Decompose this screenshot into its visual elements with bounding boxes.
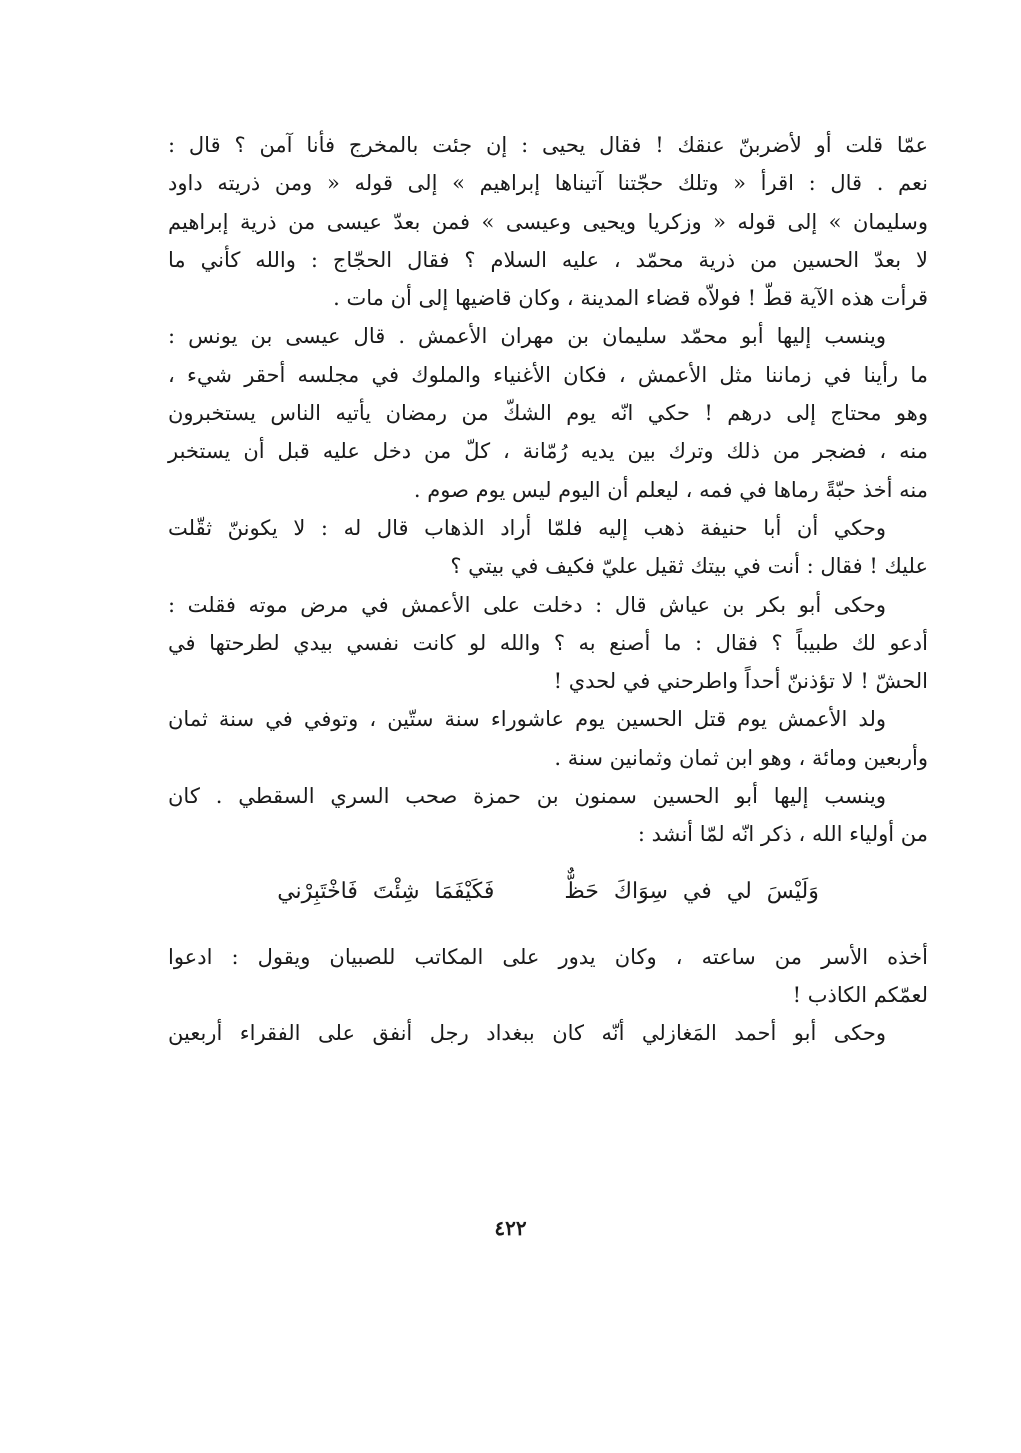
text-line: قرأت هذه الآية قطّ ! فولاّه قضاء المدينة ، وكان قاضيها إلى أن مات . [333, 286, 928, 311]
text-line: الحشّ ! لا تؤذننّ أحداً واطرحني في لحدي ! [553, 669, 928, 694]
text-line: وينسب إليها أبو الحسين سمنون بن حمزة صحب السري السقطي . كان [168, 784, 886, 809]
verse-first-hemistich: وَلَيْسَ لي في سِوَاكَ حَظٌّ [564, 878, 819, 904]
text-line: وحكي أن أبا حنيفة ذهب إليه فلمّا أراد الذهاب قال له : لا يكوننّ ثقّلت [168, 515, 886, 540]
text-line: أدعو لك طبيباً ؟ فقال : ما أصنع به ؟ والله لو كانت نفسي بيدي لطرحتها في [168, 630, 928, 655]
text-line: نعم . قال : اقرأ « وتلك حجّتنا آتيناها إبراهيم » إلى قوله « ومن ذريته داود [168, 171, 928, 196]
text-line: ولد الأعمش يوم قتل الحسين يوم عاشوراء سنة ستّين ، وتوفي في سنة ثمان [168, 707, 886, 732]
text-line: وهو محتاج إلى درهم ! حكي انّه يوم الشكّ من رمضان يأتيه الناس يستخبرون [168, 401, 928, 426]
text-line: من أولياء الله ، ذكر انّه لمّا أنشد : [637, 822, 928, 847]
text-line: وحكى أبو أحمد المَغازلي أنّه كان ببغداد رجل أنفق على الفقراء أربعين [168, 1021, 886, 1046]
text-line: منه ، فضجر من ذلك وترك بين يديه رُمّانة ، كلّ من دخل عليه قبل أن يستخبر [168, 439, 928, 464]
text-line: عليك ! فقال : أنت في بيتك ثقيل عليّ فكيف في بيتي ؟ [450, 554, 928, 579]
text-line: وسليمان » إلى قوله « وزكريا ويحيى وعيسى » فمن بعدّ عيسى من ذرية إبراهيم [168, 209, 928, 234]
text-line: لعمّكم الكاذب ! [792, 982, 928, 1007]
body-text [168, 126, 928, 1053]
text-line: عمّا قلت أو لأضربنّ عنقك ! فقال يحيى : إن جئت بالمخرج فأنا آمن ؟ قال : [168, 133, 928, 157]
text-line: أخذه الأسر من ساعته ، وكان يدور على المكاتب للصبيان ويقول : ادعوا [168, 944, 928, 969]
verse-second-hemistich: فَكَيْفَمَا شِئْتَ فَاخْتَبِرْني [277, 878, 495, 904]
verse [168, 854, 928, 930]
text-line: وينسب إليها أبو محمّد سليمان بن مهران الأعمش . قال عيسى بن يونس : [168, 324, 886, 349]
text-line: لا بعدّ الحسين من ذرية محمّد ، عليه السلام ؟ فقال الحجّاج : والله كأني ما [168, 247, 928, 272]
text-line: منه أخذ حبّةً رماها في فمه ، ليعلم أن اليوم ليس يوم صوم . [413, 477, 928, 502]
text-line: وحكى أبو بكر بن عياش قال : دخلت على الأعمش في مرض موته فقلت : [168, 592, 886, 617]
text-line: وأربعين ومائة ، وهو ابن ثمان وثمانين سنة . [554, 745, 928, 770]
page-number: ٤٢٢ [494, 1216, 527, 1240]
text-line: ما رأينا في زماننا مثل الأعمش ، فكان الأغنياء والملوك في مجلسه أحقر شيء ، [168, 362, 928, 387]
